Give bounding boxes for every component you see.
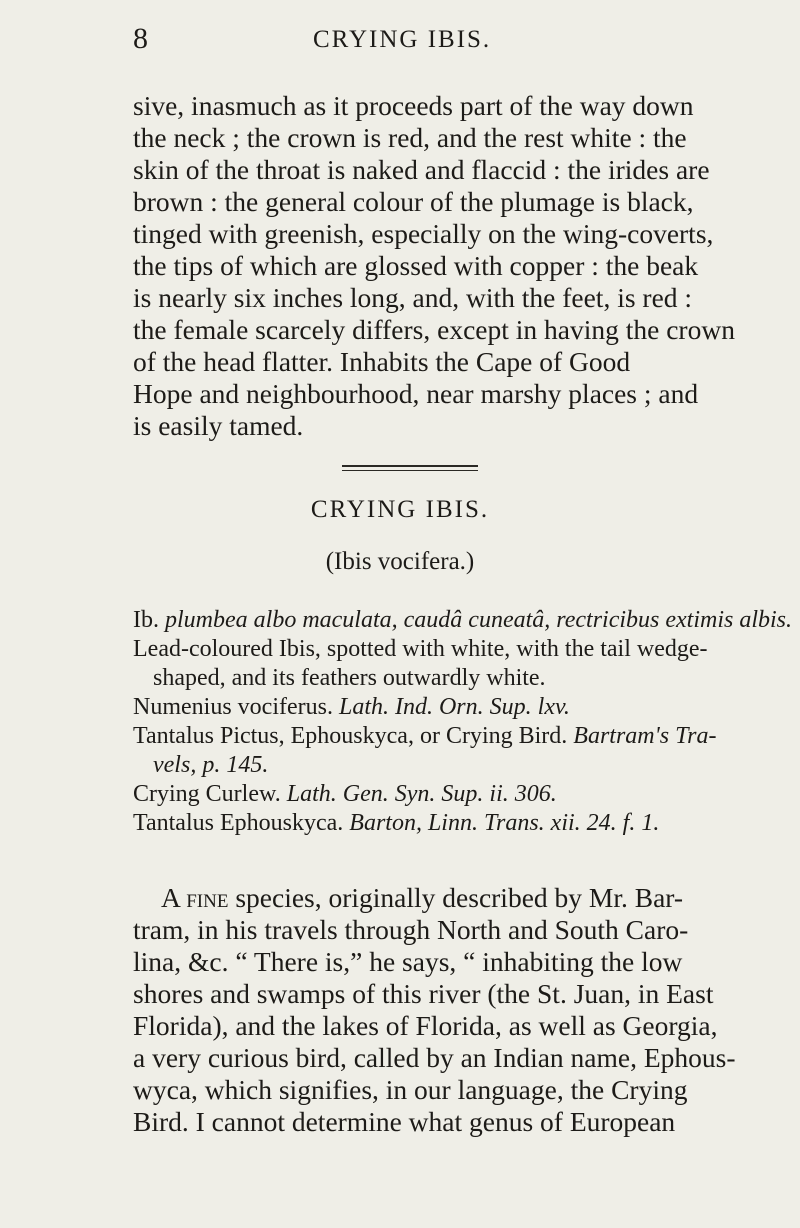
opening-words: A fine: [161, 882, 229, 913]
text-line: sive, inasmuch as it proceeds part of the way down: [133, 90, 694, 121]
text-line: tinged with greenish, especially on the wing-coverts,: [133, 218, 714, 249]
text-line: the neck ; the crown is red, and the rest white : the: [133, 122, 687, 153]
text-line: Hope and neighbourhood, near marshy places ; and: [133, 378, 699, 409]
synonym-name: Tantalus Ephouskyca.: [133, 810, 344, 836]
diagnosis-block: [133, 606, 793, 838]
synonym-entry: [133, 780, 743, 809]
running-title: CRYING IBIS.: [313, 26, 492, 53]
text-line: the female scarcely differs, except in having the crown: [133, 314, 735, 345]
diagnosis-latin-text: plumbea albo maculata, caudâ cuneatâ, rectricibus extimis albis.: [165, 607, 793, 633]
text-line: is nearly six inches long, and, with the feet, is red :: [133, 282, 693, 313]
text-line: a very curious bird, called by an Indian name, Ephous-: [133, 1042, 736, 1073]
section-title: CRYING IBIS.: [310, 496, 490, 523]
synonym-reference: Lath. Gen. Syn. Sup. ii. 306.: [286, 781, 557, 807]
text-line: skin of the throat is naked and flaccid : the irides are: [133, 154, 710, 185]
text-line: Florida), and the lakes of Florida, as well as Georgia,: [133, 1010, 718, 1041]
text-line: lina, &c. “ There is,” he says, “ inhabiting the low: [133, 946, 683, 977]
body-paragraph: [133, 882, 743, 1138]
text-line: of the head flatter. Inhabits the Cape of Good: [133, 346, 631, 377]
section-divider: [342, 465, 478, 471]
synonym-reference: Barton, Linn. Trans. xii. 24. f. 1.: [349, 810, 660, 836]
opening-rest: species, originally described by Mr. Bar-: [228, 882, 684, 913]
synonym-reference: Bartram's Tra-: [573, 723, 717, 749]
text-line: [133, 882, 743, 914]
text-line: is easily tamed.: [133, 410, 304, 441]
diagnosis-english: Lead-coloured Ibis, spotted with white, with the tail wedge-: [133, 636, 708, 662]
text-line: the tips of which are glossed with copper : the beak: [133, 250, 699, 281]
synonym-entry: [133, 809, 743, 838]
synonym-name: Tantalus Pictus, Ephouskyca, or Crying Bird.: [133, 723, 568, 749]
scientific-name: (Ibis vocifera.): [325, 548, 475, 575]
synonym-entry: [133, 722, 743, 751]
paragraph-continued: [133, 90, 735, 442]
text-line: shores and swamps of this river (the St. Juan, in East: [133, 978, 714, 1009]
synonym-entry-cont: [133, 751, 743, 780]
text-line: Bird. I cannot determine what genus of European: [133, 1106, 676, 1137]
text-line: tram, in his travels through North and South Caro-: [133, 914, 689, 945]
running-header: [0, 22, 800, 62]
synonym-reference: Lath. Ind. Orn. Sup. lxv.: [338, 694, 570, 720]
text-line: brown : the general colour of the plumage is black,: [133, 186, 694, 217]
synonym-name: Numenius vociferus.: [133, 694, 333, 720]
diagnosis-latin: [133, 606, 793, 635]
text-line: wyca, which signifies, in our language, the Crying: [133, 1074, 688, 1105]
synonym-name: Crying Curlew.: [133, 781, 281, 807]
page-number: 8: [133, 22, 148, 55]
diagnosis-abbr: Ib.: [133, 607, 159, 633]
synonym-entry: [133, 693, 743, 722]
diagnosis-english-cont: shaped, and its feathers outwardly white.: [153, 665, 546, 691]
synonym-reference: vels, p. 145.: [153, 752, 269, 778]
